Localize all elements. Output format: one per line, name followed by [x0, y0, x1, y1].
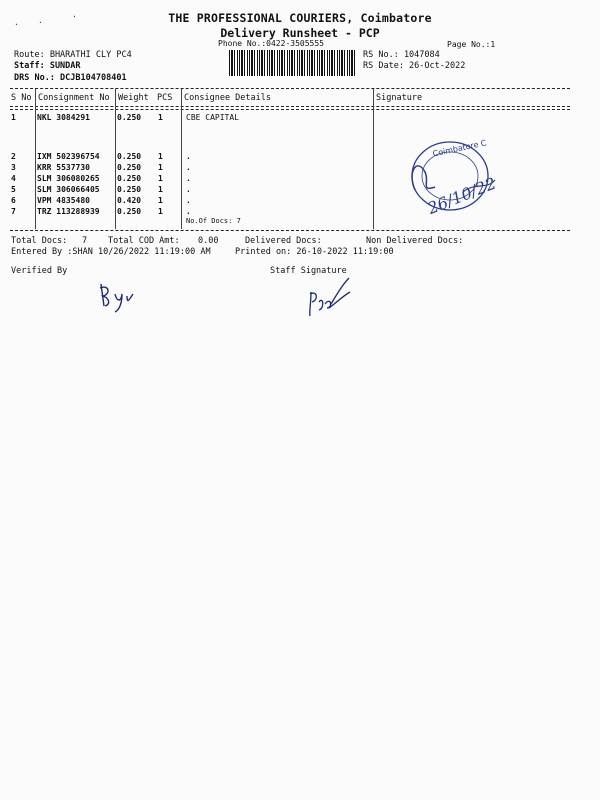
row-pcs: 1: [158, 207, 163, 216]
col-header-consignment: Consignment No: [38, 93, 110, 103]
row-pcs: 1: [158, 113, 163, 122]
row-consignment: SLM 306080265: [37, 174, 100, 183]
row-pcs: 1: [158, 163, 163, 172]
non-delivered-docs-label: Non Delivered Docs:: [366, 236, 464, 246]
row-consignment: TRZ 113288939: [37, 207, 100, 216]
rubber-stamp: [395, 132, 505, 222]
scan-speck: ·: [38, 18, 43, 27]
row-weight: 0.250: [117, 174, 142, 183]
row-sno: 6: [11, 196, 16, 205]
no-of-docs: No.Of Docs: 7: [186, 217, 241, 225]
verifier-signature: [95, 280, 140, 315]
drs-number: DRS No.: DCJB104708401: [14, 73, 127, 83]
staff-signature-mark: [303, 274, 353, 320]
row-weight: 0.420: [117, 196, 142, 205]
col-divider: [115, 89, 116, 229]
col-divider: [373, 89, 374, 229]
row-weight: 0.250: [117, 163, 142, 172]
scan-speck: ·: [14, 20, 19, 29]
row-weight: 0.250: [117, 207, 142, 216]
col-header-sno: S No: [11, 93, 32, 103]
staff-signature-label: Staff Signature: [270, 266, 347, 276]
total-cod-label: Total COD Amt:: [108, 236, 180, 246]
table-top-rule: [10, 88, 570, 89]
row-sno: 4: [11, 174, 16, 183]
table-header-rule-2: [10, 109, 570, 110]
rs-date: RS Date: 26-Oct-2022: [363, 61, 466, 71]
col-header-pcs: PCS: [157, 93, 173, 103]
row-consignee: .: [186, 207, 191, 216]
staff-label: Staff: SUNDAR: [14, 61, 81, 71]
row-sno: 7: [11, 207, 16, 216]
row-sno: 5: [11, 185, 16, 194]
row-consignment: KRR 5537730: [37, 163, 90, 172]
table-bottom-rule: [10, 230, 570, 231]
col-header-signature: Signature: [376, 93, 423, 103]
verified-by-label: Verified By: [11, 266, 68, 276]
col-header-consignee: Consignee Details: [184, 93, 271, 103]
company-name: THE PROFESSIONAL COURIERS, Coimbatore: [168, 11, 432, 25]
row-consignment: VPM 4835480: [37, 196, 90, 205]
row-pcs: 1: [158, 196, 163, 205]
document-title: Delivery Runsheet - PCP: [220, 26, 380, 40]
row-sno: 3: [11, 163, 16, 172]
page-number: Page No.:1: [447, 40, 496, 49]
row-consignment: NKL 3084291: [37, 113, 90, 122]
route-label: Route: BHARATHI CLY PC4: [14, 50, 132, 60]
row-consignee: CBE CAPITAL: [186, 113, 239, 122]
printed-on: Printed on: 26-10-2022 11:19:00: [235, 247, 394, 257]
svg-text:26/10/22: 26/10/22: [424, 173, 499, 219]
row-consignment: IXM 502396754: [37, 152, 100, 161]
row-weight: 0.250: [117, 185, 142, 194]
row-consignee: .: [186, 185, 191, 194]
phone-number: Phone No.:0422-3505555: [218, 39, 324, 48]
row-sno: 2: [11, 152, 16, 161]
barcode-image: [229, 50, 356, 76]
col-header-weight: Weight: [118, 93, 149, 103]
row-pcs: 1: [158, 174, 163, 183]
row-pcs: 1: [158, 152, 163, 161]
total-cod-value: 0.00: [198, 236, 219, 246]
row-sno: 1: [11, 113, 16, 122]
row-consignee: .: [186, 196, 191, 205]
row-consignee: .: [186, 174, 191, 183]
row-consignee: .: [186, 152, 191, 161]
scan-speck: ·: [72, 12, 77, 21]
table-header-rule: [10, 106, 570, 107]
row-pcs: 1: [158, 185, 163, 194]
col-divider: [181, 89, 182, 229]
row-weight: 0.250: [117, 152, 142, 161]
entered-by: Entered By :SHAN 10/26/2022 11:19:00 AM: [11, 247, 211, 257]
rs-number: RS No.: 1047084: [363, 50, 440, 60]
row-consignee: .: [186, 163, 191, 172]
row-weight: 0.250: [117, 113, 142, 122]
row-consignment: SLM 306066405: [37, 185, 100, 194]
svg-text:Coimbatore C: Coimbatore C: [431, 138, 488, 159]
total-docs-value: 7: [82, 236, 88, 246]
col-divider: [35, 89, 36, 229]
total-docs-label: Total Docs:: [11, 236, 68, 246]
delivered-docs-label: Delivered Docs:: [245, 236, 322, 246]
